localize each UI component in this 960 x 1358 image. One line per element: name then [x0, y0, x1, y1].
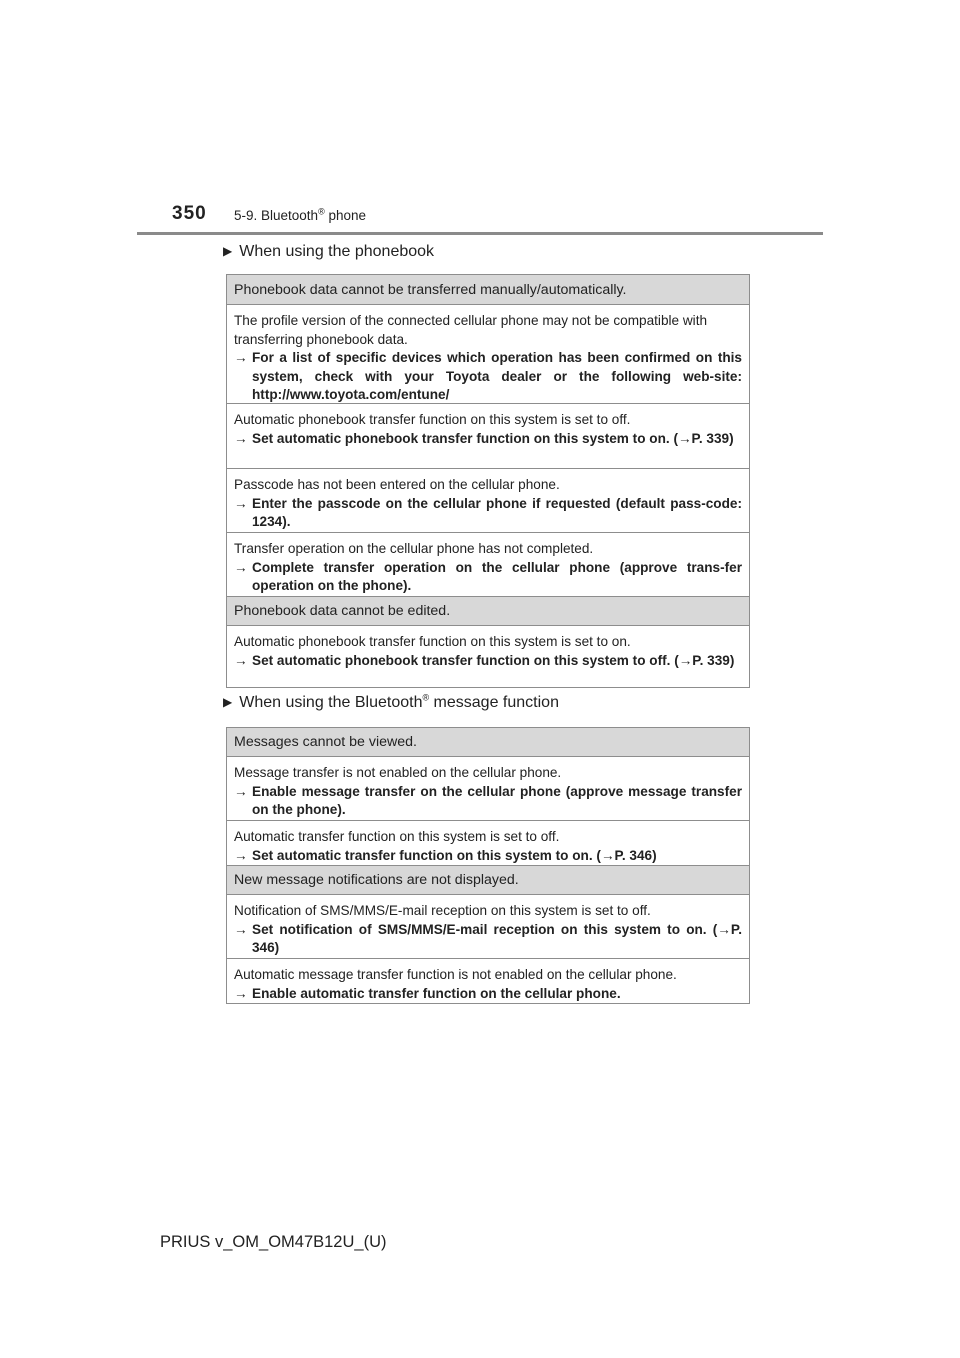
table-row: [227, 404, 749, 469]
table-head-row: [227, 597, 749, 626]
table-row: [227, 533, 749, 597]
messages-subheading: [223, 694, 559, 712]
registered-mark: ®: [422, 692, 430, 703]
messages-heading-suffix: message function: [429, 694, 559, 711]
table-head-row: [227, 275, 749, 305]
cause-text: Message transfer is not enabled on the cellular phone.: [234, 765, 562, 780]
remedy-text: [234, 847, 742, 866]
row-heading: New message notifications are not displayed.: [234, 872, 519, 888]
section-title-suffix: phone: [324, 208, 366, 223]
row-heading: Phonebook data cannot be transferred manually/automatically.: [234, 281, 627, 298]
table-row: [227, 469, 749, 533]
arrow-icon: →: [234, 430, 248, 446]
phonebook-subheading: [223, 243, 434, 261]
remedy-text: [234, 783, 742, 820]
remedy-body: Enable message transfer on the cellular phone (approve message transfer on the phone).: [252, 783, 742, 817]
row-heading: Phonebook data cannot be edited.: [234, 603, 451, 619]
arrow-icon: →: [234, 847, 248, 863]
page-number: 350: [172, 203, 207, 224]
remedy-text: [234, 349, 742, 405]
section-title-prefix: 5-9. Bluetooth: [234, 208, 319, 223]
remedy-body: Enter the passcode on the cellular phone if requested (default pass-code: 1234).: [252, 495, 742, 529]
remedy-text: [234, 985, 742, 1004]
remedy-body: Set automatic phonebook transfer function on this system to on. (→P. 339): [252, 430, 734, 446]
arrow-icon: →: [234, 559, 248, 575]
cause-text: Notification of SMS/MMS/E-mail reception on this system is set to off.: [234, 903, 651, 918]
table-row: [227, 895, 749, 959]
row-heading: Messages cannot be viewed.: [234, 734, 417, 750]
table-row: [227, 821, 749, 866]
remedy-text: [234, 652, 742, 671]
cause-text: The profile version of the connected cellular phone may not be compatible with transferring phonebook data.: [234, 313, 708, 347]
table-head-row: [227, 728, 749, 757]
remedy-body: Enable automatic transfer function on the cellular phone.: [252, 985, 621, 1001]
messages-table: [226, 727, 750, 1004]
arrow-icon: →: [234, 652, 248, 668]
arrow-icon: →: [234, 921, 248, 937]
arrow-icon: →: [234, 495, 248, 511]
header-rule: [137, 232, 823, 235]
remedy-text: [234, 559, 742, 596]
cause-text: Passcode has not been entered on the cellular phone.: [234, 477, 560, 492]
table-row: [227, 626, 749, 687]
remedy-text: [234, 495, 742, 532]
footer-model-code: PRIUS v_OM_OM47B12U_(U): [160, 1233, 387, 1251]
phonebook-heading-text: When using the phonebook: [239, 243, 435, 260]
cause-text: Automatic transfer function on this system is set to off.: [234, 829, 560, 844]
table-row: [227, 757, 749, 821]
remedy-body: Set automatic transfer function on this system to on. (→P. 346): [252, 847, 657, 863]
table-head-row: [227, 866, 749, 895]
remedy-body: For a list of specific devices which operation has been confirmed on this system, check with your Toyota dealer or the following web-site: http://www.toyota.com/entune/: [252, 350, 742, 402]
remedy-text: [234, 921, 742, 958]
section-title: [234, 208, 366, 223]
remedy-body: Complete transfer operation on the cellular phone (approve trans-fer operation on the phone).: [252, 559, 742, 593]
remedy-body: Set automatic phonebook transfer function on this system to off. (→P. 339): [252, 652, 735, 668]
arrow-icon: →: [234, 985, 248, 1001]
arrow-icon: →: [234, 783, 248, 799]
cause-text: Automatic phonebook transfer function on this system is set to off.: [234, 412, 631, 427]
remedy-body: Set notification of SMS/MMS/E-mail reception on this system to on. (→P. 346): [252, 921, 742, 955]
table-row: [227, 305, 749, 404]
bullet-arrow-icon: ▶: [223, 244, 233, 258]
cause-text: Automatic message transfer function is not enabled on the cellular phone.: [234, 967, 677, 982]
messages-heading-prefix: When using the Bluetooth: [239, 694, 423, 711]
phonebook-table: [226, 274, 750, 688]
table-row: [227, 959, 749, 1003]
registered-mark: ®: [318, 206, 325, 217]
cause-text: Transfer operation on the cellular phone has not completed.: [234, 541, 594, 556]
cause-text: Automatic phonebook transfer function on this system is set to on.: [234, 634, 631, 649]
remedy-text: [234, 430, 742, 449]
arrow-icon: →: [234, 350, 248, 365]
bullet-arrow-icon: ▶: [223, 695, 233, 709]
